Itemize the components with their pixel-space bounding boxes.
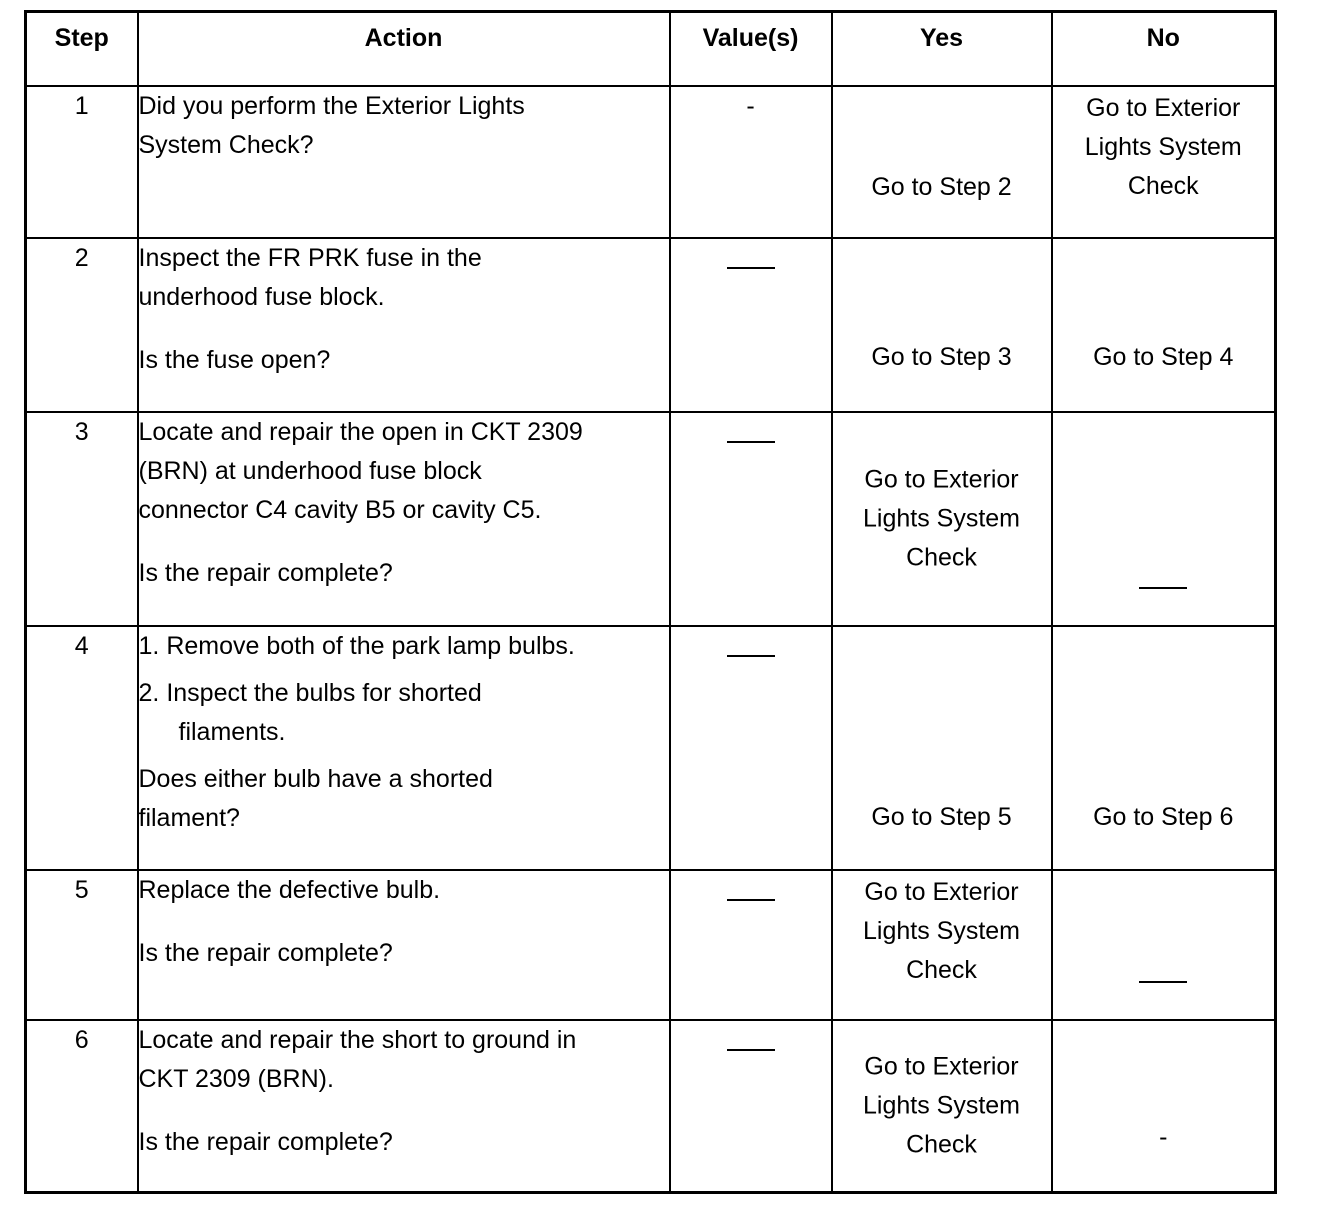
table-row (26, 86, 1276, 238)
diagnostic-table (24, 10, 1277, 1194)
step-num: 1. (138, 632, 160, 660)
action-text: connector C4 cavity B5 or cavity C5. (138, 496, 542, 524)
table-row (26, 238, 1276, 412)
no-cell (1052, 1020, 1276, 1192)
step-number: 3 (26, 412, 138, 626)
table-row (26, 412, 1276, 626)
step-number: 1 (26, 86, 138, 238)
step-text-continued: filaments. (178, 718, 286, 746)
header-values: Value(s) (670, 12, 832, 87)
action-text: (BRN) at underhood fuse block (138, 457, 482, 485)
numbered-step (139, 674, 669, 752)
action-text: Did you perform the Exterior Lights (138, 92, 525, 120)
yes-text: Check (906, 956, 977, 984)
header-step: Step (26, 12, 138, 87)
no-cell (1052, 412, 1276, 626)
action-question: Is the fuse open? (138, 346, 331, 374)
value-cell (670, 626, 832, 870)
yes-cell (832, 870, 1052, 1020)
no-text: - (1159, 1122, 1168, 1151)
step-number: 2 (26, 238, 138, 412)
step-number: 6 (26, 1020, 138, 1192)
action-cell (138, 870, 670, 1020)
value-text: - (746, 92, 755, 120)
action-question: Is the repair complete? (138, 559, 393, 587)
no-cell (1052, 870, 1276, 1020)
header-row (26, 12, 1276, 87)
header-yes: Yes (832, 12, 1052, 87)
blank-dash (727, 267, 775, 269)
yes-cell (832, 412, 1052, 626)
yes-cell (832, 626, 1052, 870)
action-cell (138, 86, 670, 238)
value-cell (670, 412, 832, 626)
value-cell (670, 870, 832, 1020)
yes-cell (832, 86, 1052, 238)
value-cell (670, 238, 832, 412)
header-no: No (1052, 12, 1276, 87)
yes-text: Go to Exterior (864, 465, 1019, 494)
yes-text: Go to Step 5 (871, 803, 1012, 831)
yes-text: Go to Step 3 (871, 343, 1012, 371)
no-cell (1052, 238, 1276, 412)
yes-text-block (833, 873, 1051, 990)
yes-text: Go to Step 2 (871, 173, 1012, 201)
step-text: Remove both of the park lamp bulbs. (166, 632, 575, 660)
yes-text: Lights System (862, 504, 1020, 533)
yes-cell (832, 238, 1052, 412)
yes-text: Check (906, 1130, 977, 1159)
yes-cell (832, 1020, 1052, 1192)
blank-dash (727, 441, 775, 443)
blank-dash (1139, 587, 1187, 589)
blank-dash (727, 1049, 775, 1051)
yes-text: Go to Exterior (864, 878, 1019, 906)
yes-text-block (833, 1047, 1051, 1164)
value-cell (670, 86, 832, 238)
numbered-step (139, 627, 669, 666)
no-cell (1052, 626, 1276, 870)
table-row (26, 626, 1276, 870)
no-text: Lights System (1084, 133, 1242, 161)
action-question: Does either bulb have a shorted (138, 765, 493, 793)
action-question: Is the repair complete? (138, 1128, 393, 1156)
blank-dash (727, 655, 775, 657)
action-text: CKT 2309 (BRN). (138, 1065, 334, 1093)
header-action: Action (138, 12, 670, 87)
blank-dash (727, 899, 775, 901)
value-cell (670, 1020, 832, 1192)
yes-text: Check (906, 543, 977, 572)
no-text: Go to Step 6 (1093, 803, 1234, 831)
step-number: 5 (26, 870, 138, 1020)
step-text: Inspect the bulbs for shorted (166, 679, 482, 707)
no-text: Go to Exterior (1086, 94, 1241, 122)
action-cell (138, 412, 670, 626)
yes-text-block (833, 461, 1051, 578)
action-cell (138, 626, 670, 870)
step-num: 2. (138, 679, 160, 707)
action-cell (138, 238, 670, 412)
table-row (26, 870, 1276, 1020)
action-text: Inspect the FR PRK fuse in the (138, 244, 482, 272)
no-text-block (1053, 89, 1275, 206)
action-cell (138, 1020, 670, 1192)
no-text: Go to Step 4 (1093, 343, 1234, 371)
action-text: System Check? (138, 131, 314, 159)
action-text: Replace the defective bulb. (138, 876, 441, 904)
action-text: Locate and repair the open in CKT 2309 (138, 418, 583, 446)
action-question: filament? (138, 804, 240, 832)
action-text: underhood fuse block. (138, 283, 385, 311)
table-row (26, 1020, 1276, 1192)
yes-text: Go to Exterior (864, 1052, 1019, 1081)
no-cell (1052, 86, 1276, 238)
blank-dash (1139, 981, 1187, 983)
action-question: Is the repair complete? (138, 939, 393, 967)
diagnostic-table-wrapper (24, 10, 1274, 1188)
step-number: 4 (26, 626, 138, 870)
yes-text: Lights System (862, 917, 1020, 945)
no-text: Check (1127, 172, 1199, 200)
yes-text: Lights System (862, 1091, 1020, 1120)
action-text: Locate and repair the short to ground in (138, 1026, 577, 1054)
